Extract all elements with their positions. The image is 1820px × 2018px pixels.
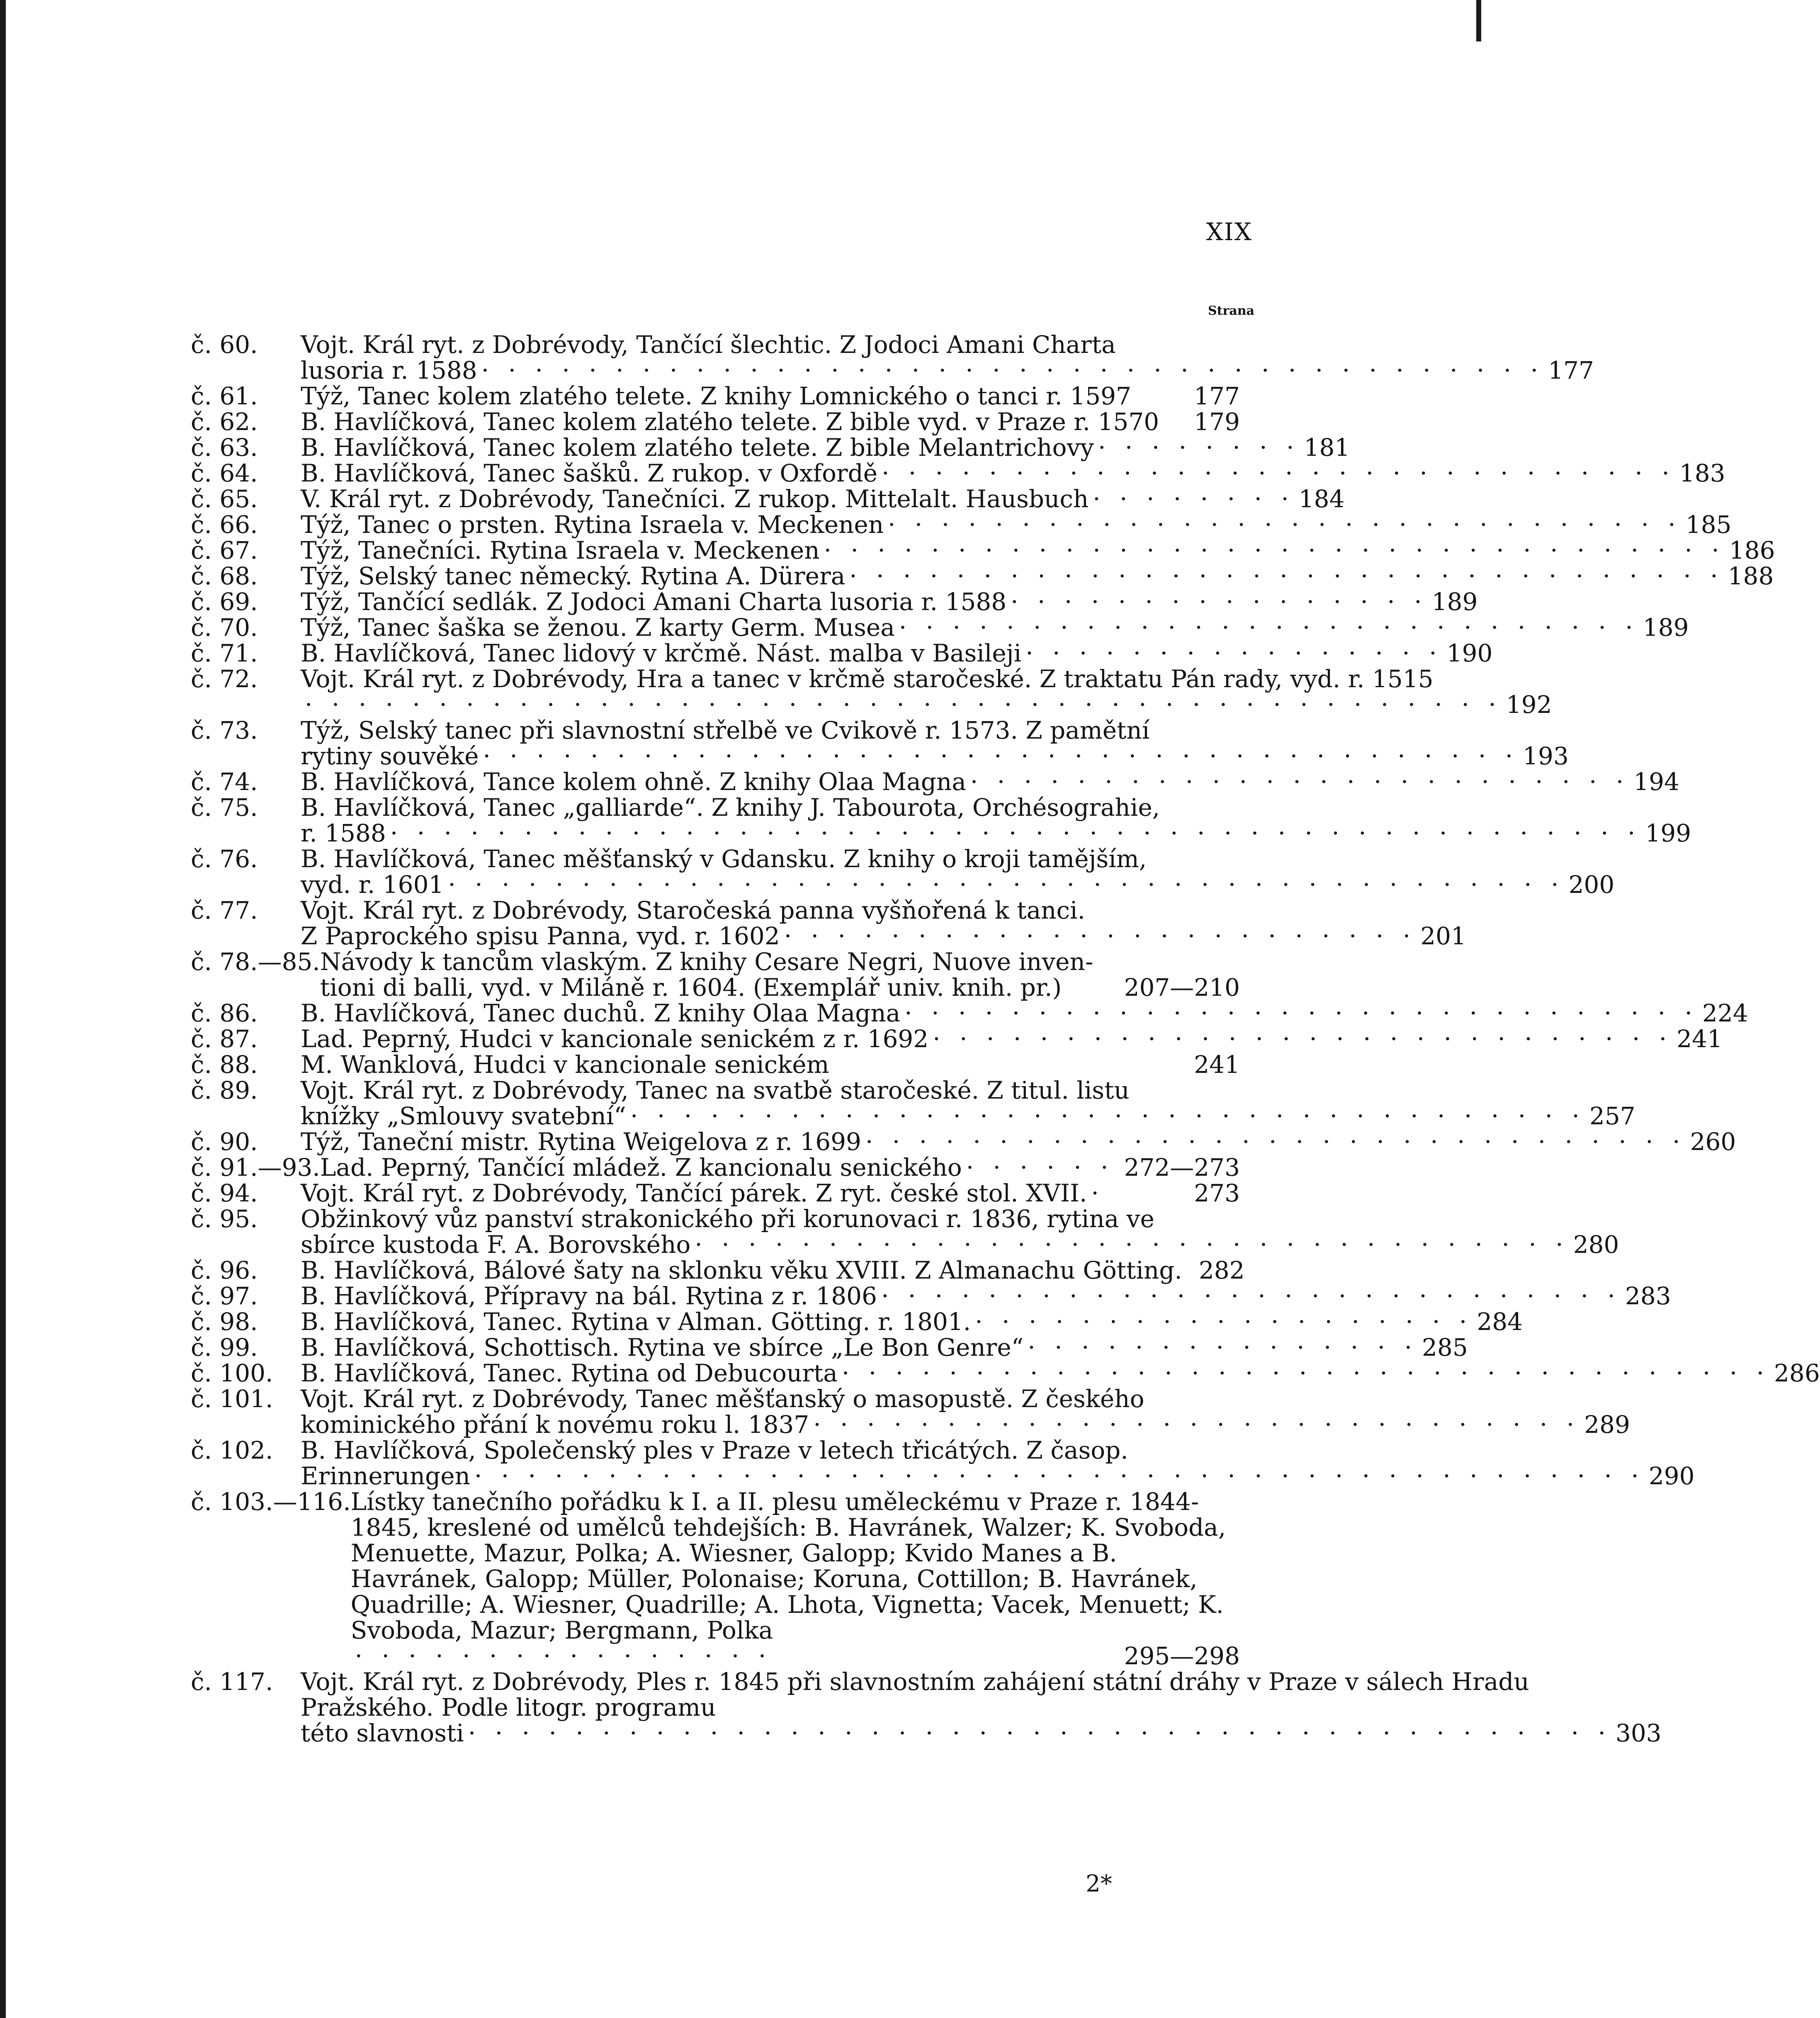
entry-number: č. 102. xyxy=(191,1436,273,1464)
entry-description-end: Týž, Tanec šaška se ženou. Z karty Germ. Musea xyxy=(301,613,895,642)
toc-entry xyxy=(191,1282,1671,1310)
toc-entry xyxy=(191,383,1240,409)
dot-leader: · · · · · · · · · · · · · · · · · · · · · · · · · · · · · xyxy=(813,1410,1580,1439)
list-of-illustrations xyxy=(191,331,1820,1747)
entry-number: č. 70. xyxy=(191,613,258,642)
entry-description-end: Týž, Tanec o prsten. Rytina Israela v. Meckenen xyxy=(301,511,884,539)
entry-description-end: Z Paprockého spisu Panna, vyd. r. 1602 xyxy=(301,922,780,950)
toc-entry xyxy=(191,1076,1635,1130)
dot-leader: · · · · · · xyxy=(966,1153,1114,1182)
entry-page-number: 190 xyxy=(1446,639,1493,667)
entry-description: Návody k tancům vlaským. Z knihy Cesare Negri, Nuove inven- xyxy=(320,948,1093,976)
entry-description: Vojt. Král ryt. z Dobrévody, Staročeská panna vyšňořená k tanci. xyxy=(301,896,1085,924)
entry-body xyxy=(301,332,1594,383)
dot-leader: · · · · · · · · · · · · · · · · · · · · · · · · · · · · · · · xyxy=(865,1128,1686,1156)
entry-final-line xyxy=(301,1720,1662,1746)
entry-final-line xyxy=(301,1335,1468,1360)
entry-page-number: 189 xyxy=(1431,588,1478,616)
entry-description: Vojt. Král ryt. z Dobrévody, Hra a tanec v krčmě staročeské. Z traktatu Pán rady, vyd. r. 1515 xyxy=(301,665,1434,693)
entry-number: č. 96. xyxy=(191,1256,258,1284)
entry-page-number: 177 xyxy=(1194,382,1240,410)
entry-description-end: Erinnerungen xyxy=(301,1462,470,1490)
dot-leader: · · · · · · · · · · · · · · · · · · · · · · · · · · · · · · · · · xyxy=(695,1230,1569,1259)
toc-entry xyxy=(191,511,1732,539)
dot-leader: · · · · · · · · · · · · · · · · · · · · · · · · xyxy=(784,922,1417,950)
page-column-label: Strana xyxy=(1208,304,1254,318)
entry-body xyxy=(301,1283,1671,1309)
dot-leader: · · · · · · · · · · · · · · · · xyxy=(1025,639,1443,667)
entry-page-number: 194 xyxy=(1633,768,1680,796)
toc-entry xyxy=(191,665,1552,719)
entry-description-end: B. Havlíčková, Bálové šaty na sklonku věku XVIII. Z Almanachu Götting. xyxy=(301,1256,1182,1284)
entry-number: č. 69. xyxy=(191,588,258,616)
entry-body xyxy=(301,1026,1723,1052)
entry-number: č. 76. xyxy=(191,845,258,873)
entry-page-number: 188 xyxy=(1728,562,1774,590)
toc-entry xyxy=(191,1489,1240,1669)
toc-entry xyxy=(191,485,1345,513)
entry-final-line xyxy=(301,872,1614,897)
entry-description-end: B. Havlíčková, Tance kolem ohně. Z knihy Olaa Magna xyxy=(301,768,966,796)
entry-final-line xyxy=(301,1000,1748,1026)
toc-entry xyxy=(191,1308,1523,1336)
entry-description: B. Havlíčková, Společenský ples v Praze v letech třicátých. Z časop. xyxy=(301,1436,1128,1464)
entry-body xyxy=(301,640,1492,666)
entry-number: č. 78.—85. xyxy=(191,948,320,976)
entry-page-number: 290 xyxy=(1648,1462,1695,1490)
entry-body xyxy=(301,846,1614,897)
entry-page-number: 200 xyxy=(1568,870,1615,899)
entry-description-end: B. Havlíčková, Tanec duchů. Z knihy Olaa Magna xyxy=(301,999,901,1027)
entry-description: Lístky tanečního pořádku k I. a II. plesu uměleckému v Praze r. 1844-1845, kreslené od umělců tehdejších: B. Havránek, Walzer; K. Svoboda, Menuette, Mazur, Polka; A. Wiesner, Galopp; Kvido Manes a B. Havránek, Galopp; Müller, Polonaise; Koruna, Cottillon; B. Havránek, Quadrille; A. Wiesner, Quadrille; A. Lhota, Vignetta; Vacek, Menuett; K. Svoboda, Mazur; Bergmann, Polka xyxy=(350,1488,1226,1644)
entry-number: č. 74. xyxy=(191,768,258,796)
entry-number: č. 71. xyxy=(191,639,258,667)
entry-description-end: B. Havlíčková, Tanec. Rytina od Debucourta xyxy=(301,1359,838,1387)
dot-leader: · · · · · · · · · · · · · · · · · · · · · · · · · · · · · · · · · · · · · · · · xyxy=(481,356,1544,384)
entry-body xyxy=(301,460,1725,486)
scan-edge-right xyxy=(1476,0,1481,41)
entry-description-end: tioni di balli, vyd. v Miláně r. 1604. (Exemplář univ. knih. pr.) xyxy=(320,973,1062,1002)
entry-page-number: 272—273 xyxy=(1124,1153,1240,1182)
entry-number: č. 89. xyxy=(191,1076,258,1104)
entry-body xyxy=(301,666,1552,717)
entry-final-line xyxy=(351,1643,1240,1669)
entry-number: č. 63. xyxy=(191,433,258,462)
dot-leader: · · · · · · · · · · · · · · · · · · · xyxy=(975,1308,1473,1336)
entry-description-end: Týž, Taneční mistr. Rytina Weigelova z r. 1699 xyxy=(301,1128,861,1156)
entry-body xyxy=(301,537,1775,563)
entry-page-number: 207—210 xyxy=(1124,973,1240,1002)
entry-description-end: Lad. Peprný, Tančící mládež. Z kancionalu senického xyxy=(320,1153,962,1182)
entry-description-end: B. Havlíčková, Tanec kolem zlatého telete. Z bible Melantrichovy xyxy=(301,433,1094,462)
entry-description-end: knížky „Smlouvy svatební“ xyxy=(301,1102,626,1130)
entry-number: č. 95. xyxy=(191,1205,258,1233)
entry-final-line xyxy=(301,615,1689,640)
entry-page-number: 184 xyxy=(1298,485,1345,513)
toc-entry xyxy=(191,562,1774,590)
entry-description-end: rytiny souvěké xyxy=(301,742,479,770)
entry-final-line xyxy=(301,1232,1619,1257)
entry-body xyxy=(301,589,1477,615)
entry-description-end: vyd. r. 1601 xyxy=(301,870,444,899)
entry-description: Vojt. Král ryt. z Dobrévody, Tančící šlechtic. Z Jodoci Amani Charta xyxy=(301,331,1116,359)
toc-entry xyxy=(191,1436,1695,1490)
entry-page-number: 189 xyxy=(1643,613,1689,642)
entry-body xyxy=(301,1257,1245,1283)
toc-entry xyxy=(191,1333,1468,1362)
entry-final-line xyxy=(301,692,1552,717)
entry-final-line xyxy=(301,1180,1240,1206)
page-number: XIX xyxy=(1206,218,1252,246)
entry-final-line xyxy=(301,435,1350,460)
entry-description-end: V. Král ryt. z Dobrévody, Tanečníci. Z rukop. Mittelalt. Hausbuch xyxy=(301,485,1089,513)
toc-entry xyxy=(191,949,1240,1000)
entry-page-number: 241 xyxy=(1677,1025,1723,1053)
dot-leader: · · · · · · · · · · · · · · · · · · · · · · · · · · · · · · · · · · · · · · · · · · · · · · · xyxy=(390,819,1641,847)
entry-body xyxy=(301,1386,1630,1437)
entry-final-line xyxy=(301,1412,1630,1437)
entry-final-line xyxy=(301,383,1240,409)
entry-body xyxy=(301,1000,1748,1026)
entry-final-line xyxy=(301,1026,1723,1052)
entry-body xyxy=(301,435,1350,460)
entry-final-line xyxy=(301,512,1732,537)
entry-final-line xyxy=(301,357,1594,383)
entry-final-line xyxy=(301,1360,1820,1386)
entry-page-number: 285 xyxy=(1422,1333,1468,1362)
entry-body xyxy=(301,1437,1695,1489)
entry-number: č. 86. xyxy=(191,999,258,1027)
toc-entry xyxy=(191,1205,1619,1259)
toc-entry xyxy=(191,1180,1240,1206)
toc-entry xyxy=(191,639,1493,667)
entry-description-end: M. Wanklová, Hudci v kancionale senickém xyxy=(301,1050,829,1079)
toc-entry xyxy=(191,536,1775,564)
sheet-signature-mark: 2* xyxy=(1086,1870,1112,1897)
entry-number: č. 62. xyxy=(191,408,258,436)
dot-leader: · · · · · · · · · · · · · · · · xyxy=(355,1642,772,1670)
entry-description-end: Týž, Selský tanec německý. Rytina A. Dürera xyxy=(301,562,846,590)
entry-final-line xyxy=(301,1257,1245,1283)
dot-leader: · xyxy=(1091,1179,1105,1207)
entry-page-number: 186 xyxy=(1729,536,1775,564)
entry-body xyxy=(301,1129,1736,1155)
entry-body xyxy=(301,383,1240,409)
entry-body xyxy=(301,486,1345,512)
toc-entry xyxy=(191,793,1691,847)
entry-final-line xyxy=(301,820,1691,846)
entry-description-end: r. 1588 xyxy=(301,819,386,847)
entry-description-end: B. Havlíčková, Tanec. Rytina v Alman. Götting. r. 1801. xyxy=(301,1308,971,1336)
dot-leader: · · · · · · · · · · · · · · · · · · · · · · · · · · · · · · · · · · · · · · · xyxy=(483,742,1519,770)
entry-number: č. 101. xyxy=(191,1385,273,1413)
toc-entry xyxy=(191,409,1240,435)
entry-number: č. 77. xyxy=(191,896,258,924)
entry-number: č. 73. xyxy=(191,716,258,744)
entry-body xyxy=(301,563,1774,589)
entry-description-end: B. Havlíčková, Schottisch. Rytina ve sbírce „Le Bon Genre“ xyxy=(301,1333,1024,1362)
toc-entry xyxy=(191,459,1725,487)
entry-page-number: 177 xyxy=(1548,356,1594,384)
entry-body xyxy=(301,1077,1635,1129)
entry-body xyxy=(301,1052,1240,1077)
entry-number: č. 66. xyxy=(191,511,258,539)
toc-entry xyxy=(191,716,1569,770)
entry-number: č. 103.—116. xyxy=(191,1488,351,1516)
entry-number: č. 72. xyxy=(191,665,258,693)
dot-leader: · · · · · · · · · · · · · · · · · · · · · · · · · · · · · · · · · · · · · · · · · · xyxy=(448,870,1565,899)
entry-description-end: Vojt. Král ryt. z Dobrévody, Tančící párek. Z ryt. české stol. XVII. xyxy=(301,1179,1087,1207)
entry-final-line xyxy=(301,1283,1671,1309)
entry-page-number: 282 xyxy=(1198,1256,1245,1284)
dot-leader: · · · · · · · · · · · · · · · · · · · · · · · · · · · · · · xyxy=(882,459,1675,487)
entry-final-line xyxy=(301,1129,1736,1155)
entry-body xyxy=(301,1360,1820,1386)
entry-body xyxy=(301,1309,1523,1335)
entry-page-number: 280 xyxy=(1573,1230,1619,1259)
entry-page-number: 192 xyxy=(1506,690,1552,719)
dot-leader: · · · · · · · · · · · · · · · · · · · · · · · · · · · · · · · · · · · · xyxy=(630,1102,1585,1130)
toc-entry xyxy=(191,1155,1240,1180)
entry-body xyxy=(320,1155,1240,1180)
entry-number: č. 68. xyxy=(191,562,258,590)
dot-leader: · · · · · · · · · · · · · · · · xyxy=(1011,588,1428,616)
toc-entry xyxy=(191,1025,1723,1053)
dot-leader: · · · · · · · · · · · · · · · · · · · · · · · · · · · · · · · · · · · · · · · · · · · xyxy=(468,1719,1611,1747)
entry-number: č. 75. xyxy=(191,793,258,822)
dot-leader: · · · · · · · · · · · · · · · · · · · · · · · · · · · · · · · · · · · · · · · · · · · · xyxy=(474,1462,1645,1490)
entry-body xyxy=(301,512,1732,537)
entry-body xyxy=(301,1335,1468,1360)
entry-page-number: 224 xyxy=(1702,999,1748,1027)
entry-description: Týž, Selský tanec při slavnostní střelbě ve Cvikově r. 1573. Z pamětní xyxy=(301,716,1150,744)
entry-final-line xyxy=(301,1309,1523,1335)
toc-entry xyxy=(191,433,1350,462)
entry-number: č. 91.—93. xyxy=(191,1153,320,1182)
toc-entry xyxy=(191,1128,1736,1156)
entry-page-number: 284 xyxy=(1477,1308,1523,1336)
entry-final-line xyxy=(301,1103,1635,1129)
entry-final-line xyxy=(301,923,1466,949)
entry-description-end: lusoria r. 1588 xyxy=(301,356,477,384)
entry-description: Obžinkový vůz panství strakonického při korunovaci r. 1836, rytina ve xyxy=(301,1205,1154,1233)
scan-edge-left xyxy=(0,0,6,2018)
entry-page-number: 273 xyxy=(1194,1179,1240,1207)
entry-number: č. 100. xyxy=(191,1359,273,1387)
dot-leader: · · · · · · · · · · · · · · · · · · · · · · · · · xyxy=(970,768,1630,796)
toc-entry xyxy=(191,613,1689,642)
entry-page-number: 241 xyxy=(1194,1050,1240,1079)
entry-final-line xyxy=(301,486,1345,512)
entry-number: č. 67. xyxy=(191,536,258,564)
entry-number: č. 87. xyxy=(191,1025,258,1053)
entry-page-number: 289 xyxy=(1584,1410,1630,1439)
entry-description-end: Týž, Tanečníci. Rytina Israela v. Meckenen xyxy=(301,536,820,564)
entry-final-line xyxy=(320,1155,1240,1180)
entry-final-line xyxy=(301,640,1492,666)
dot-leader: · · · · · · · · xyxy=(1093,485,1295,513)
dot-leader: · · · · · · · · · · · · · · · · · · · · · · · · · · · · · · xyxy=(888,511,1681,539)
entry-body xyxy=(301,717,1569,769)
entry-number: č. 65. xyxy=(191,485,258,513)
entry-number: č. 97. xyxy=(191,1282,258,1310)
entry-page-number: 286 xyxy=(1774,1359,1820,1387)
entry-page-number: 185 xyxy=(1685,511,1732,539)
entry-page-number: 183 xyxy=(1679,459,1725,487)
entry-number: č. 60. xyxy=(191,331,258,359)
entry-page-number: 201 xyxy=(1420,922,1466,950)
dot-leader: · · · · · · · · · · · · · · · · · · · · · · · · · · · · · · · · · · xyxy=(824,536,1725,564)
entry-description-end: B. Havlíčková, Tanec šašků. Z rukop. v Oxfordě xyxy=(301,459,878,487)
entry-final-line xyxy=(301,563,1774,589)
entry-number: č. 61. xyxy=(191,382,258,410)
entry-page-number: 283 xyxy=(1625,1282,1671,1310)
entry-page-number: 179 xyxy=(1194,408,1240,436)
entry-description: Vojt. Král ryt. z Dobrévody, Tanec měšťanský o masopustě. Z českého xyxy=(301,1385,1144,1413)
entry-description-end: B. Havlíčková, Tanec kolem zlatého telete. Z bible vyd. v Praze r. 1570 xyxy=(301,408,1159,436)
entry-number: č. 90. xyxy=(191,1128,258,1156)
entry-number: č. 64. xyxy=(191,459,258,487)
entry-description-end: B. Havlíčková, Tanec lidový v krčmě. Nást. malba v Basileji xyxy=(301,639,1022,667)
entry-number: č. 98. xyxy=(191,1308,258,1336)
toc-entry xyxy=(191,331,1594,384)
entry-body xyxy=(320,949,1240,1000)
entry-body xyxy=(301,615,1689,640)
entry-body xyxy=(351,1489,1240,1669)
entry-final-line xyxy=(301,537,1775,563)
toc-entry xyxy=(191,1052,1240,1077)
dot-leader: · · · · · · · · xyxy=(1098,433,1300,462)
dot-leader: · · · · · · · · · · · · · · · · · · · · · · · · · · · · xyxy=(933,1025,1673,1053)
entry-page-number: 303 xyxy=(1615,1719,1662,1747)
toc-entry xyxy=(191,1359,1820,1387)
dot-leader: · · · · · · · · · · · · · · · xyxy=(1028,1333,1418,1362)
entry-number: č. 88. xyxy=(191,1050,258,1079)
entry-description-end: sbírce kustoda F. A. Borovského xyxy=(301,1230,691,1259)
dot-leader: · · · · · · · · · · · · · · · · · · · · · · · · · · · · xyxy=(899,613,1639,642)
entry-page-number: 260 xyxy=(1690,1128,1736,1156)
entry-page-number: 199 xyxy=(1645,819,1691,847)
entry-final-line xyxy=(301,743,1569,769)
dot-leader: · · · · · · · · · · · · · · · · · · · · · · · · · · · · · · · · · xyxy=(849,562,1724,590)
toc-entry xyxy=(191,1385,1630,1439)
entry-description-end: B. Havlíčková, Přípravy na bál. Rytina z r. 1806 xyxy=(301,1282,877,1310)
toc-entry xyxy=(191,896,1466,950)
entry-body xyxy=(301,1206,1619,1257)
entry-body xyxy=(301,795,1691,846)
entry-description: B. Havlíčková, Tanec měšťanský v Gdansku. Z knihy o kroji tamějším, xyxy=(301,845,1147,873)
toc-entry xyxy=(191,1256,1245,1284)
entry-description-end: Týž, Tančící sedlák. Z Jodoci Amani Charta lusoria r. 1588 xyxy=(301,588,1007,616)
entry-page-number: 257 xyxy=(1589,1102,1635,1130)
toc-entry xyxy=(191,1668,1662,1747)
entry-description-end: této slavnosti xyxy=(301,1719,464,1747)
entry-body xyxy=(301,1180,1240,1206)
toc-entry xyxy=(191,845,1615,899)
entry-description-end: kominického přání k novému roku l. 1837 xyxy=(301,1410,809,1439)
entry-body xyxy=(301,769,1679,795)
dot-leader: · · · · · · · · · · · · · · · · · · · · · · · · · · · · xyxy=(881,1282,1621,1310)
entry-description: Vojt. Král ryt. z Dobrévody, Tanec na svatbě staročeské. Z titul. listu xyxy=(301,1076,1130,1104)
toc-entry xyxy=(191,768,1680,796)
entry-body xyxy=(301,409,1240,435)
entry-final-line xyxy=(301,1463,1695,1489)
entry-description-end: Týž, Tanec kolem zlatého telete. Z knihy Lomnického o tanci r. 1597 xyxy=(301,382,1131,410)
entry-number: č. 99. xyxy=(191,1333,258,1362)
dot-leader: · · · · · · · · · · · · · · · · · · · · · · · · · · · · · · · · · · · · · · · · · · · · · xyxy=(305,690,1502,719)
toc-entry xyxy=(191,588,1478,616)
entry-final-line xyxy=(301,769,1679,795)
entry-final-line xyxy=(320,975,1240,1000)
entry-final-line xyxy=(301,460,1725,486)
entry-page-number: 193 xyxy=(1523,742,1569,770)
entry-final-line xyxy=(301,1052,1240,1077)
dot-leader: · · · · · · · · · · · · · · · · · · · · · · · · · · · · · · · · · · · xyxy=(841,1359,1770,1387)
entry-number: č. 117. xyxy=(191,1668,273,1696)
entry-final-line xyxy=(301,409,1240,435)
entry-description-end: Lad. Peprný, Hudci v kancionale senickém z r. 1692 xyxy=(301,1025,929,1053)
entry-page-number: 181 xyxy=(1304,433,1350,462)
entry-body xyxy=(301,897,1466,949)
entry-page-number: 295—298 xyxy=(1124,1642,1240,1670)
entry-final-line xyxy=(301,589,1477,615)
entry-description: Vojt. Král ryt. z Dobrévody, Ples r. 1845 při slavnostním zahájení státní dráhy v Praze v sálech Hradu Pražského. Podle litogr. programu xyxy=(301,1668,1529,1721)
dot-leader: · · · · · · · · · · · · · · · · · · · · · · · · · · · · · · xyxy=(904,999,1699,1027)
entry-number: č. 94. xyxy=(191,1179,258,1207)
entry-body xyxy=(301,1669,1662,1746)
toc-entry xyxy=(191,999,1748,1027)
entry-description: B. Havlíčková, Tanec „galliarde“. Z knihy J. Tabourota, Orchésograhie, xyxy=(301,793,1160,822)
